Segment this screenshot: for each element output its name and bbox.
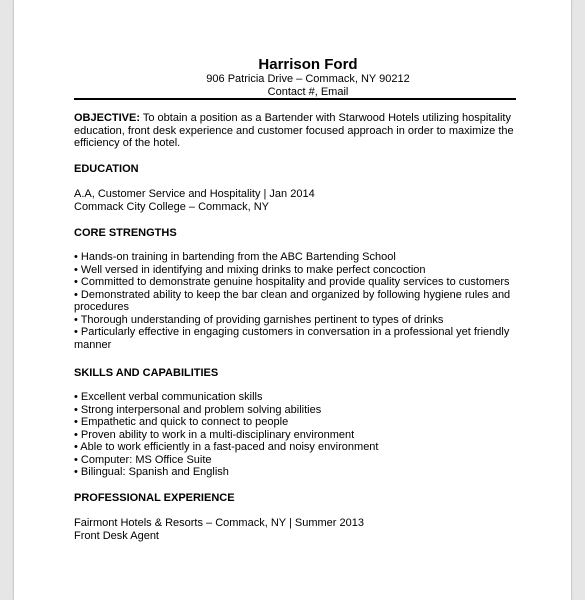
core-strengths-list xyxy=(74,251,520,351)
education-degree: A.A, Customer Service and Hospitality | Jan 2014 xyxy=(74,188,315,200)
list-item: • Empathetic and quick to connect to people xyxy=(74,416,289,428)
experience-employer: Fairmont Hotels & Resorts – Commack, NY | Summer 2013 xyxy=(74,517,364,529)
candidate-address: 906 Patricia Drive – Commack, NY 90212 xyxy=(206,73,410,85)
resume-body xyxy=(74,112,520,542)
list-item: • Excellent verbal communication skills xyxy=(74,391,263,403)
header-divider xyxy=(74,98,516,100)
list-item: • Computer: MS Office Suite xyxy=(74,453,212,466)
list-item: • Proven ability to work in a multi-disciplinary environment xyxy=(74,428,355,441)
resume-header xyxy=(74,56,542,99)
education-heading: EDUCATION xyxy=(74,163,139,175)
list-item: • Particularly effective in engaging customers in conversation in a professional yet friendly manner xyxy=(74,326,510,351)
list-item: • Well versed in identifying and mixing drinks to make perfect concoction xyxy=(74,263,426,276)
list-item: • Able to work efficiently in a fast-paced and noisy environment xyxy=(74,441,379,453)
objective-text: To obtain a position as a Bartender with Starwood Hotels utilizing hospitality education, front desk experience and customer focused approach in order to maximize the efficiency of the hotel. xyxy=(74,112,514,149)
list-item: • Thorough understanding of providing garnishes pertinent to types of drinks xyxy=(74,313,444,326)
list-item: • Demonstrated ability to keep the bar clean and organized by following hygiene rules and procedures xyxy=(74,288,511,313)
list-item: • Bilingual: Spanish and English xyxy=(74,466,229,478)
candidate-contact: Contact #, Email xyxy=(267,86,349,98)
skills-heading: SKILLS AND CAPABILITIES xyxy=(74,367,219,379)
experience-details xyxy=(74,517,364,542)
skills-list xyxy=(74,391,520,479)
experience-heading: PROFESSIONAL EXPERIENCE xyxy=(74,492,235,504)
education-school: Commack City College – Commack, NY xyxy=(74,200,269,213)
objective-label: OBJECTIVE: xyxy=(74,112,141,124)
list-item: • Committed to demonstrate genuine hospitality and provide quality services to customers xyxy=(74,276,510,288)
core-strengths-heading: CORE STRENGTHS xyxy=(74,227,177,239)
experience-role: Front Desk Agent xyxy=(74,529,159,542)
list-item: • Hands-on training in bartending from the ABC Bartending School xyxy=(74,251,396,263)
candidate-name: Harrison Ford xyxy=(258,56,358,73)
objective-paragraph xyxy=(74,112,520,150)
list-item: • Strong interpersonal and problem solving abilities xyxy=(74,403,322,416)
education-details xyxy=(74,188,315,213)
